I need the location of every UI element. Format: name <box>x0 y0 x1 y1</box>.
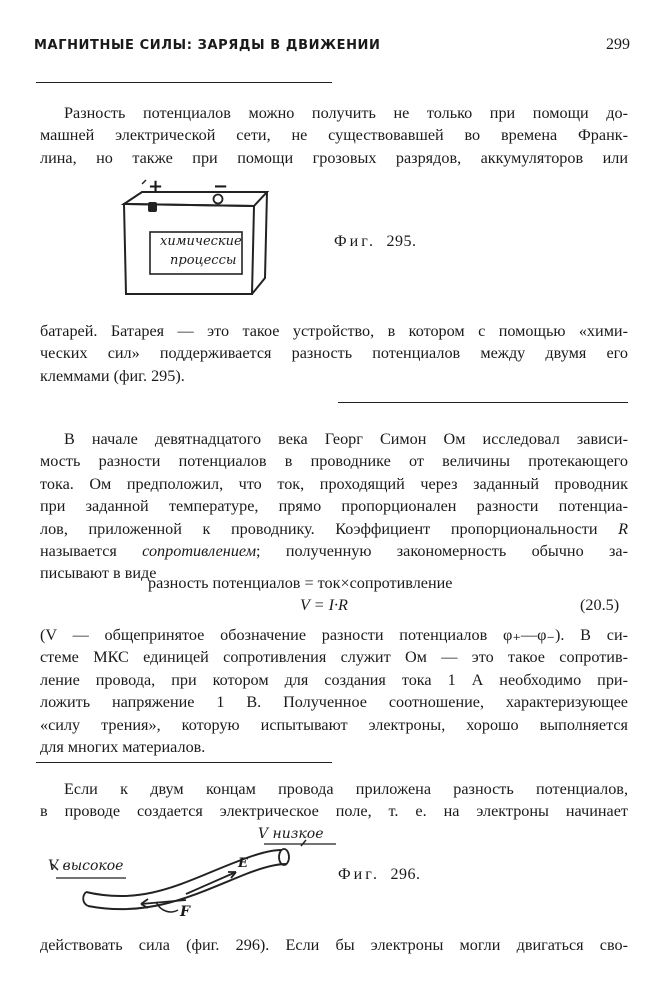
figure-caption-296 <box>338 866 420 884</box>
paragraph-field <box>40 778 628 823</box>
text-line: ление провода, при котором для создания тока 1 А необходимо при- <box>40 670 628 689</box>
text-line: мость разности потенциалов в проводнике от величины протекающего <box>40 452 628 471</box>
text-line: стеме МКС единицей сопротивления служит Ом — это такое сопротив- <box>40 648 628 667</box>
page-number: 299 <box>606 36 630 53</box>
text-line: действовать сила (фиг. 296). Если бы электроны могли двигаться сво- <box>40 936 628 954</box>
emphasis: R <box>618 519 628 538</box>
text-line: Если к двум концам провода приложена разность потенциалов, <box>64 780 628 798</box>
section-divider <box>36 762 332 763</box>
text-line: писывают в виде <box>40 564 157 583</box>
paragraph-force <box>40 934 628 956</box>
text-line: Разность потенциалов можно получить не только при помощи до- <box>64 104 628 122</box>
formula-equation: V = I·R <box>300 596 348 614</box>
plus-terminal-label: + <box>148 176 164 197</box>
text-line: лина, но также при помощи грозовых разрядов, аккумуляторов или <box>40 148 628 167</box>
text-line: в проводе создается электрическое поле, т. е. на электроны начинает <box>40 802 628 821</box>
label-v-low: V низкое <box>258 826 324 842</box>
text-line: ческих сил» поддерживается разность потенциалов между двумя его <box>40 344 628 363</box>
running-title: МАГНИТНЫЕ СИЛЫ: ЗАРЯДЫ В ДВИЖЕНИИ <box>34 38 381 53</box>
emphasis: сопротивлением <box>142 542 257 561</box>
text-line: батарей. Батарея — это такое устройство, в котором с помощью «хими- <box>40 322 628 340</box>
page-header <box>34 36 632 60</box>
process-label: процессы <box>170 253 237 268</box>
text-line: клеммами (фиг. 295). <box>40 366 185 385</box>
caption-label: Фиг. <box>338 866 380 883</box>
equation-number: (20.5) <box>580 596 620 614</box>
caption-number: 295. <box>386 233 417 250</box>
paragraph-units <box>40 624 628 758</box>
paragraph-intro <box>40 102 628 169</box>
text-line: для многих материалов. <box>40 738 206 757</box>
caption-label: Фиг. <box>334 233 376 250</box>
label-f: F <box>180 904 190 920</box>
text-line: В начале девятнадцатого века Георг Симон Ом исследовал зависи- <box>64 430 628 448</box>
label-v-high: V высокое <box>48 858 124 874</box>
paragraph-ohm <box>40 428 628 585</box>
text-line: «силу трения», которую испытывают электроны, хорошо выполняется <box>40 715 628 734</box>
text-line: ложить напряжение 1 В. Полученное соотношение, характеризующее <box>40 693 628 712</box>
chemical-label: химические <box>160 234 242 249</box>
text-line: машней электрической сети, не существовавшей во времена Франк- <box>40 126 628 145</box>
paragraph-battery <box>40 320 628 387</box>
label-e: E <box>238 856 248 871</box>
section-divider <box>36 82 332 83</box>
text-line: называется сопротивлением; полученную закономерность обычно за- <box>40 542 628 561</box>
text-line: лов, приложенной к проводнику. Коэффициент пропорциональности R <box>40 519 628 538</box>
text-line: при заданной температуре, прямо пропорционален разности потенциа- <box>40 497 628 516</box>
minus-terminal-label: − <box>213 176 229 197</box>
section-divider <box>338 402 628 403</box>
figure-caption-295 <box>334 233 416 251</box>
formula-words: разность потенциалов = ток×сопротивление <box>148 574 453 592</box>
text-line: (V — общепринятое обозначение разности потенциалов φ₊—φ₋). В си- <box>40 626 628 644</box>
caption-number: 296. <box>390 866 421 883</box>
text-line: тока. Ом предположил, что ток, проходящий через заданный проводник <box>40 474 628 493</box>
